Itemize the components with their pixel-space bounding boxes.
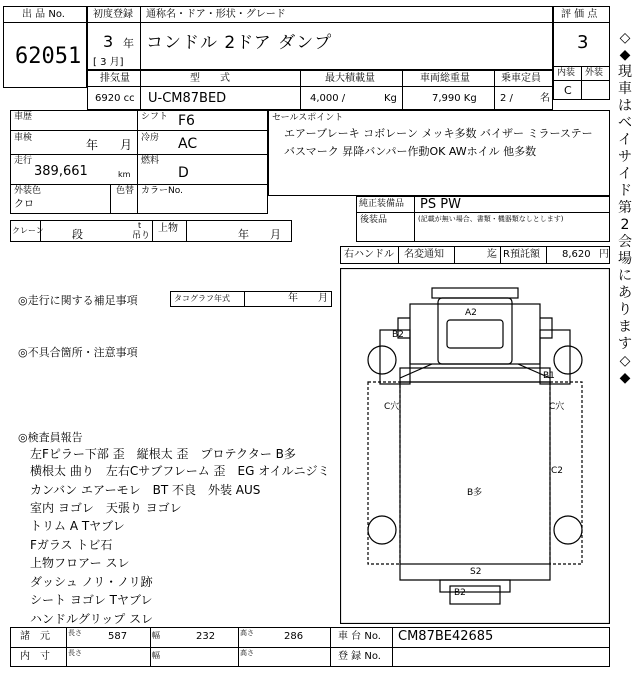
displacement: 6920 cc (95, 93, 135, 104)
name-label: 通称名・ドア・形状・グレード (146, 9, 286, 20)
upper-label: 上物 (158, 223, 178, 234)
details-box (10, 110, 268, 214)
model-label: 型 式 (190, 73, 230, 84)
diagram-b2-top: B2 (392, 330, 404, 340)
width: 232 (196, 631, 216, 642)
lot-no: 62051 (15, 44, 82, 69)
upper-month-unit: 月 (270, 228, 281, 241)
tachograph-label: タコグラフ年式 (174, 294, 230, 303)
diagram-a2: A2 (465, 308, 477, 318)
ext-color: クロ (14, 199, 34, 210)
score-label: 評 価 点 (561, 9, 598, 20)
diagram-c-hole-left: C穴 (384, 402, 400, 412)
ext-color-label: 外装色 (14, 186, 42, 196)
shift-label: シフト (141, 112, 169, 122)
report-line: 左Fピラー下部 歪 縦根太 歪 プロテクター B多 (30, 447, 296, 461)
inspection-label: 車検 (14, 133, 33, 143)
fuel-label: 燃料 (141, 156, 160, 166)
history-label: 車歴 (14, 112, 33, 122)
height-label: 高さ (240, 629, 254, 637)
diagram-b-many: B多 (467, 488, 483, 498)
report-line: 上物フロアー スレ (30, 556, 130, 570)
recycle-label: R預託額 (503, 249, 540, 260)
mileage-label: 走行 (14, 156, 33, 166)
max-load-label: 最大積載量 (325, 73, 375, 84)
side-note: ◇ ◆ 現 車 は ベ イ サ イ ド 第 2 会 場 に あ り ま す ◇ ◆ (618, 30, 632, 386)
fuel: D (178, 165, 189, 181)
car-name: コンドル 2ドア ダンプ (146, 33, 333, 53)
spec-label: 諸 元 (20, 631, 50, 642)
model: U-CM87BED (148, 91, 227, 106)
diagram-c-hole-right: C穴 (549, 402, 565, 412)
crane-box (10, 220, 292, 242)
genuine-label: 純正装備品 (359, 199, 405, 209)
report-line: トリム A Tヤブレ (30, 519, 125, 533)
crane-label: クレーン (12, 226, 44, 235)
interior-label: 内装 (557, 68, 576, 78)
max-load-unit: Kg (384, 93, 397, 104)
color-change-label: 色替 (116, 186, 135, 196)
sales-points-line1: エアーブレーキ コボレーン メッキ多数 バイザー ミラーステー (284, 127, 593, 140)
max-load: 4,000 / (310, 93, 346, 104)
mileage: 389,661 (34, 164, 88, 179)
diagram-c2: C2 (551, 466, 564, 476)
genuine-equipment: PS PW (420, 197, 461, 212)
height: 286 (284, 631, 304, 642)
rest-label: 迄 (487, 249, 497, 260)
displacement-label: 排気量 (100, 73, 130, 84)
aftermarket-label: 後装品 (360, 215, 388, 225)
diagram-s2: S2 (470, 567, 482, 577)
report-line: 横根太 曲り 左右Cサブフレーム 歪 EG オイルニジミ (30, 464, 330, 478)
mileage-unit: km (118, 170, 131, 179)
ac: AC (178, 136, 198, 152)
upper-year-unit: 年 (238, 228, 249, 241)
vin: CM87BE42685 (398, 629, 494, 644)
reg-label: 登 録 No. (338, 651, 381, 662)
crane-hang-unit: 吊り (132, 231, 151, 241)
inside-length-label: 長さ (68, 649, 82, 657)
vin-label: 車 台 No. (338, 631, 381, 642)
score: 3 (577, 32, 589, 53)
first-reg-month: [ 3 月] (93, 57, 124, 68)
name-change-label: 名変通知 (404, 249, 444, 260)
gross-weight-label: 車両総重量 (420, 73, 470, 84)
inside-label: 内 寸 (20, 651, 50, 662)
inspection-year-unit: 年 (86, 138, 99, 152)
driving-notes-label: ◎走行に関する補足事項 (18, 294, 138, 307)
aftermarket-note: (記載が無い場合、書類・機器類なしとします) (418, 215, 564, 223)
report-line: Fガラス トビ石 (30, 538, 113, 552)
capacity-unit: 名 (540, 93, 550, 104)
inside-height-label: 高さ (240, 649, 254, 657)
report-line: ダッシュ ノリ・ノリ跡 (30, 575, 153, 589)
rhd-label: 右ハンドル (344, 249, 394, 260)
diagram-b2-bottom: B2 (454, 588, 466, 598)
exterior-label: 外装 (585, 68, 604, 78)
gross-weight: 7,990 Kg (432, 93, 477, 104)
inside-width-label: 幅 (152, 651, 160, 660)
capacity-label: 乗車定員 (501, 73, 541, 84)
report-line: 室内 ヨゴレ 天張り ヨゴレ (30, 501, 182, 515)
color-no-label: カラーNo. (141, 186, 183, 196)
length-label: 長さ (68, 629, 82, 637)
report-line: ハンドルグリップ スレ (30, 612, 154, 626)
interior-score: C (564, 84, 572, 97)
first-reg-year: 3 (103, 32, 114, 51)
diagram-b1: B1 (543, 371, 555, 381)
year-unit: 年 (123, 37, 134, 50)
ac-label: 冷房 (141, 133, 160, 143)
report-line: カンバン エアーモレ BT 不良 外装 AUS (30, 483, 261, 497)
defects-label: ◎不具合箇所・注意事項 (18, 346, 138, 359)
inspection-month-unit: 月 (120, 138, 133, 152)
sales-points-line2: バスマーク 昇降バンパー作動OK AWホイル 他多数 (284, 145, 537, 158)
shift: F6 (178, 113, 195, 129)
lot-no-label: 出 品 No. (22, 9, 65, 20)
first-reg-label: 初度登録 (93, 9, 133, 20)
tacho-year-unit: 年 (288, 293, 298, 304)
crane-ton-unit: t (138, 221, 142, 230)
tacho-month-unit: 月 (318, 293, 328, 304)
inspector-label: ◎検査員報告 (18, 431, 83, 444)
length: 587 (108, 631, 128, 642)
crane-stage-unit: 段 (72, 228, 83, 241)
width-label: 幅 (152, 631, 160, 640)
recycle-amount: 8,620 (562, 249, 591, 260)
report-line: シート ヨゴレ Tヤブレ (30, 593, 153, 607)
recycle-unit: 円 (599, 249, 609, 260)
capacity: 2 / (500, 93, 513, 104)
sales-points-label: セールスポイント (272, 113, 344, 123)
